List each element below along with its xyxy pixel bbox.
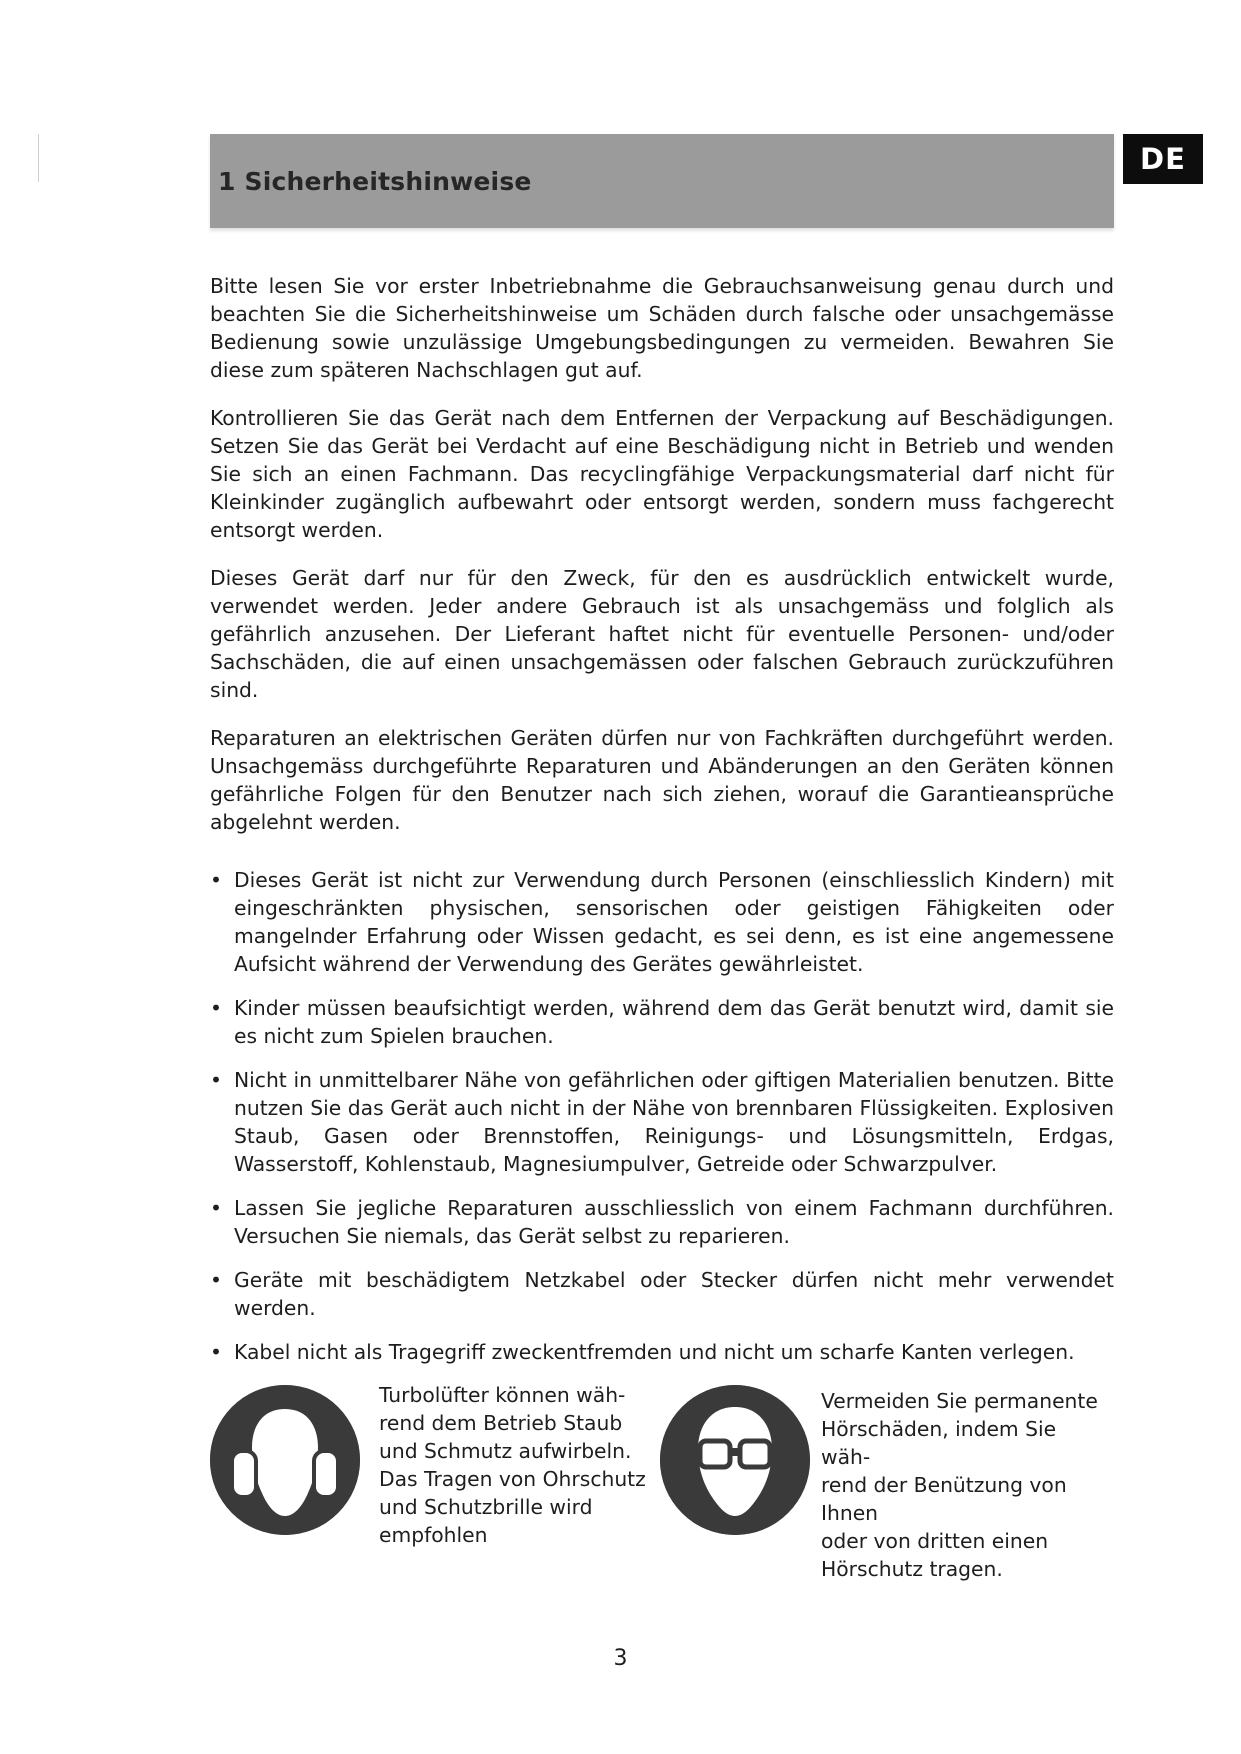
warning-text-dust — [379, 1381, 649, 1549]
bullet-dot: • — [210, 868, 222, 892]
bullet-dot: • — [210, 1268, 222, 1292]
body-text — [210, 272, 1114, 1382]
warning-line: oder von dritten einen — [821, 1529, 1049, 1553]
paragraph-intended-use: Dieses Gerät darf nur für den Zweck, für den es ausdrücklich entwickelt wurde, verwendet werden. Jeder andere Gebrauch ist als unsachgemäss und folglich als gefährlich anzusehen. Der Lieferant haftet nicht für eventuelle Personen- und/oder Sachschäden, die auf einen unsachgemässen oder falschen Gebrauch zurückzuführen sind. — [210, 566, 1114, 702]
bullet-item — [210, 1194, 1114, 1250]
warning-line: empfohlen — [379, 1523, 488, 1547]
warning-line: Turbolüfter können wäh- — [379, 1383, 626, 1407]
paragraph-repairs: Reparaturen an elektrischen Geräten dürfen nur von Fachkräften durchgeführt werden. Unsachgemäss durchgeführte Reparaturen und Abänderungen an den Geräten können gefährliche Folgen für den Benutzer nach sich ziehen, worauf die Garantieansprüche abgelehnt werden. — [210, 726, 1114, 834]
warning-text-hearing — [821, 1387, 1111, 1583]
page-margin-mark — [38, 134, 39, 182]
warning-line: rend der Benützung von Ihnen — [821, 1473, 1067, 1525]
warning-line: und Schmutz aufwirbeln. — [379, 1439, 632, 1463]
bullet-text: Geräte mit beschädigtem Netzkabel oder Stecker dürfen nicht mehr verwendet werden. — [234, 1268, 1114, 1320]
bullet-dot: • — [210, 1196, 222, 1220]
bullet-item — [210, 866, 1114, 978]
warning-line: und Schutzbrille wird — [379, 1495, 593, 1519]
bullet-text: Kabel nicht als Tragegriff zweckentfremden und nicht um scharfe Kanten verlegen. — [234, 1340, 1075, 1364]
paragraph-inspection: Kontrollieren Sie das Gerät nach dem Entfernen der Verpackung auf Beschädigungen. Setzen Sie das Gerät bei Verdacht auf eine Beschädigung nicht in Betrieb und wenden Sie sich an einen Fachmann. Das recyclingfähige Verpackungsmaterial darf nicht für Kleinkinder zugänglich aufbewahrt oder entsorgt werden, sondern muss fachgerecht entsorgt werden. — [210, 406, 1114, 542]
bullet-dot: • — [210, 1340, 222, 1364]
bullet-text: Nicht in unmittelbarer Nähe von gefährlichen oder giftigen Materialien benutzen. Bitte nutzen Sie das Gerät auch nicht in der Nähe von brennbaren Flüssigkeiten. Explosiven Staub, Gasen oder Brennstoffen, Reinigungs- und Lösungsmitteln, Erdgas, Wasserstoff, Kohlenstaub, Magnesiumpulver, Getreide oder Schwarzpulver. — [234, 1068, 1114, 1176]
eye-protection-icon — [660, 1385, 810, 1535]
language-label: DE — [1140, 142, 1186, 176]
warning-line: Das Tragen von Ohrschutz — [379, 1467, 646, 1491]
language-tab — [1123, 134, 1203, 184]
safety-bullet-list — [210, 866, 1114, 1366]
bullet-dot: • — [210, 996, 222, 1020]
section-header-bar — [210, 134, 1114, 228]
page-number: 3 — [613, 1646, 628, 1671]
bullet-item — [210, 1338, 1114, 1366]
bullet-item — [210, 1266, 1114, 1322]
hearing-protection-icon — [210, 1385, 360, 1535]
paragraph-intro: Bitte lesen Sie vor erster Inbetriebnahme die Gebrauchsanweisung genau durch und beachten Sie die Sicherheitshinweise um Schäden durch falsche oder unsachgemässe Bedienung sowie unzulässige Umgebungsbedingungen zu vermeiden. Bewahren Sie diese zum späteren Nachschlagen gut auf. — [210, 274, 1114, 382]
warning-line: Vermeiden Sie permanente — [821, 1389, 1098, 1413]
bullet-item — [210, 1066, 1114, 1178]
warning-line: Hörschutz tragen. — [821, 1557, 1003, 1581]
bullet-text: Kinder müssen beaufsichtigt werden, während dem das Gerät benutzt wird, damit sie es nicht zum Spielen brauchen. — [234, 996, 1114, 1048]
warning-line: rend dem Betrieb Staub — [379, 1411, 623, 1435]
warning-line: Hörschäden, indem Sie wäh- — [821, 1417, 1057, 1469]
bullet-dot: • — [210, 1068, 222, 1092]
bullet-item — [210, 994, 1114, 1050]
bullet-text: Lassen Sie jegliche Reparaturen ausschliesslich von einem Fachmann durchführen. Versuchen Sie niemals, das Gerät selbst zu reparieren. — [234, 1196, 1114, 1248]
section-title: 1 Sicherheitshinweise — [218, 167, 532, 196]
bullet-text: Dieses Gerät ist nicht zur Verwendung durch Personen (einschliesslich Kindern) mit eingeschränkten physischen, sensorischen oder geistigen Fähigkeiten oder mangelnder Erfahrung oder Wissen gedacht, es sei denn, es ist eine angemessene Aufsicht während der Verwendung des Gerätes gewährleistet. — [234, 868, 1114, 976]
